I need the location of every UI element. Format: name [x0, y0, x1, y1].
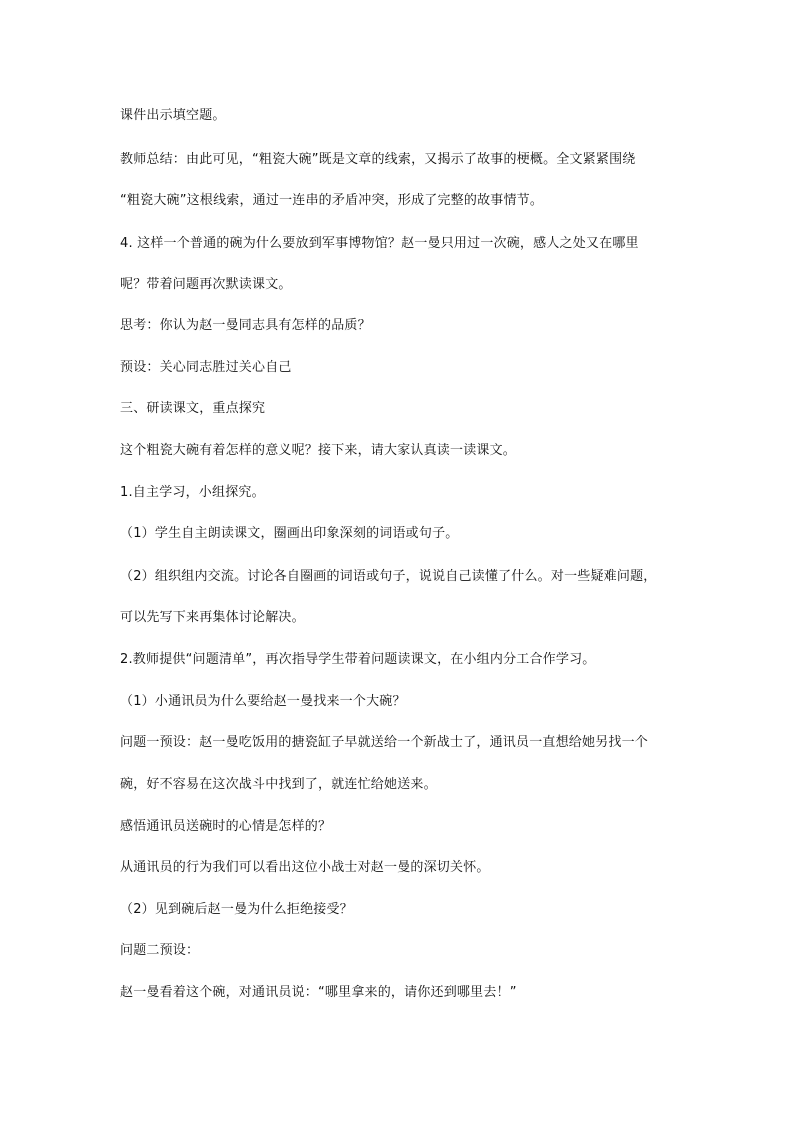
- text-line: 问题二预设：: [120, 943, 200, 958]
- text-line: 这个粗瓷大碗有着怎样的意义呢？接下来，请大家认真读一读课文。: [120, 443, 517, 458]
- text-line: 从通讯员的行为我们可以看出这位小战士对赵一曼的深切关怀。: [120, 860, 490, 875]
- text-line: 呢？带着问题再次默读课文。: [120, 277, 292, 292]
- text-line: 教师总结：由此可见，“粗瓷大碗”既是文章的线索，又揭示了故事的梗概。全文紧紧围绕: [120, 152, 636, 167]
- text-line: “粗瓷大碗”这根线索，通过一连串的矛盾冲突，形成了完整的故事情节。: [120, 193, 544, 208]
- section-heading: 三、研读课文，重点探究: [120, 401, 266, 416]
- text-line: 碗，好不容易在这次战斗中找到了，就连忙给她送来。: [120, 777, 437, 792]
- text-line: 感悟通讯员送碗时的心情是怎样的？: [120, 819, 332, 834]
- text-line: 思考：你认为赵一曼同志具有怎样的品质？: [120, 318, 371, 333]
- text-line: （2）组织组内交流。讨论各自圈画的词语或句子，说说自己读懂了什么。对一些疑难问题，: [120, 569, 657, 584]
- text-line: 问题一预设：赵一曼吃饭用的搪瓷缸子早就送给一个新战士了，通讯员一直想给她另找一个: [120, 735, 649, 750]
- text-line: （1）学生自主朗读课文，圈画出印象深刻的词语或句子。: [120, 526, 459, 541]
- text-line: 课件出示填空题。: [120, 108, 226, 123]
- text-line: 预设：关心同志胜过关心自己: [120, 360, 292, 375]
- text-line: 4. 这样一个普通的碗为什么要放到军事博物馆？赵一曼只用过一次碗，感人之处又在哪里: [120, 236, 639, 251]
- text-line: （1）小通讯员为什么要给赵一曼找来一个大碗？: [120, 694, 406, 709]
- text-line: （2）见到碗后赵一曼为什么拒绝接受？: [120, 902, 353, 917]
- text-line: 1.自主学习，小组探究。: [120, 485, 265, 500]
- text-line: 2.教师提供“问题清单”，再次指导学生带着问题读课文，在小组内分工合作学习。: [120, 652, 596, 667]
- text-line: 可以先写下来再集体讨论解决。: [120, 610, 305, 625]
- text-line: 赵一曼看着这个碗，对通讯员说：“哪里拿来的，请你还到哪里去！”: [120, 985, 517, 1000]
